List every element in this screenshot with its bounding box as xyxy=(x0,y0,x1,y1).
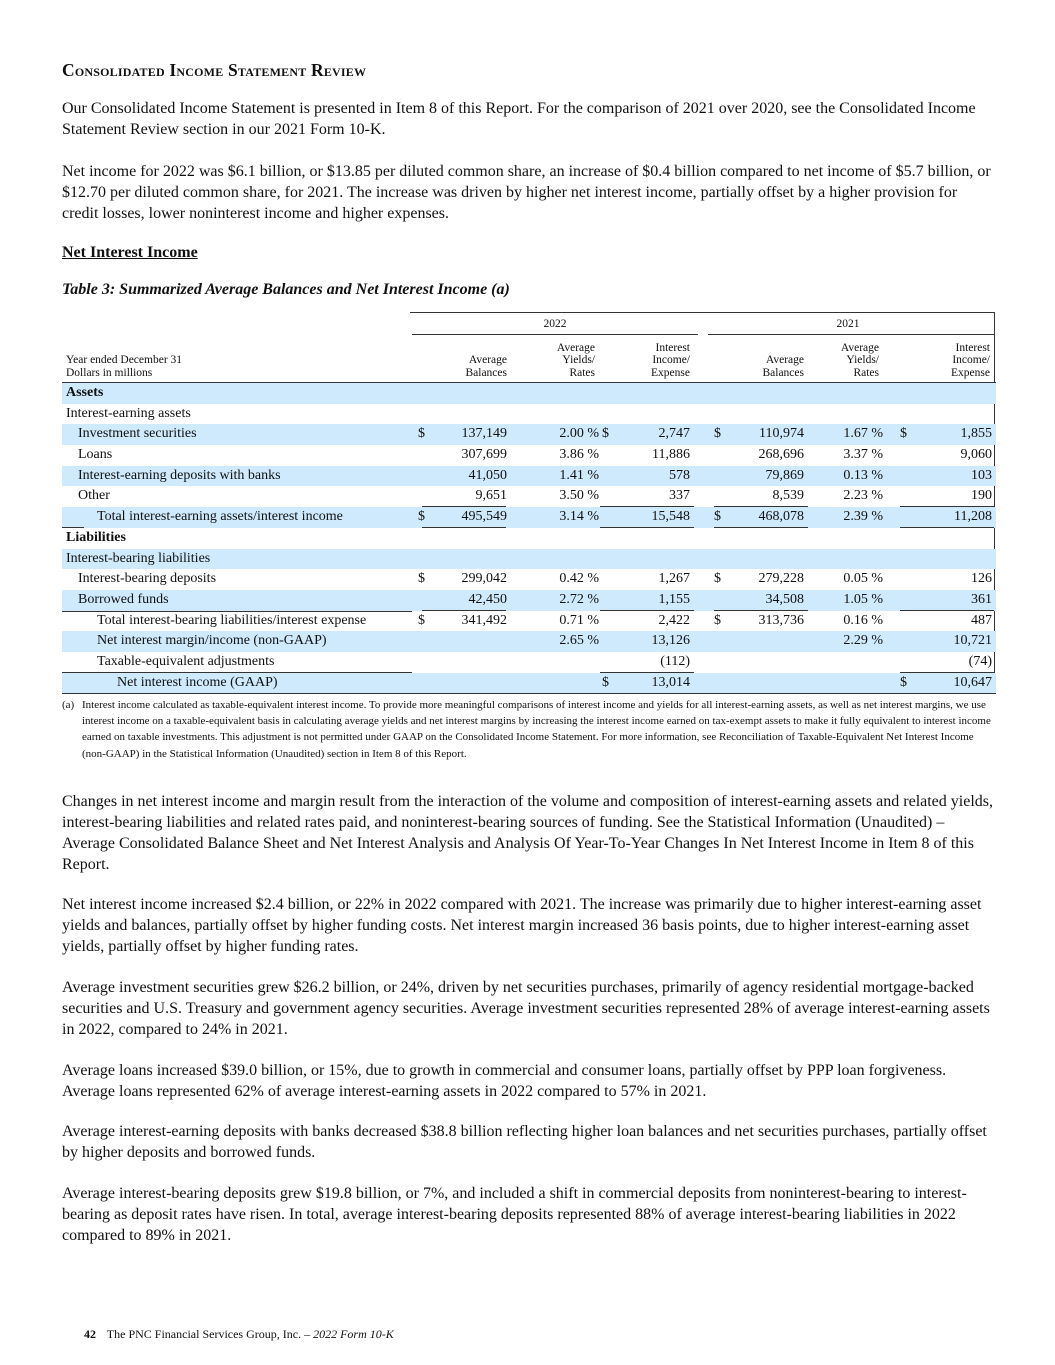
row-label: Interest-bearing liabilities xyxy=(66,550,211,566)
row-label: Borrowed funds xyxy=(78,591,169,607)
cell-e1: 337 xyxy=(669,488,690,504)
cell-b1: 341,492 xyxy=(461,612,507,628)
cell-b2: 268,696 xyxy=(758,447,804,463)
page-number: 42 xyxy=(84,1327,96,1341)
cell-y1: 2.72 % xyxy=(559,591,599,607)
table-header xyxy=(62,312,996,382)
table-row xyxy=(62,611,996,632)
cell-e2: 103 xyxy=(971,467,992,483)
header-label: Year ended December 31 Dollars in millions xyxy=(66,354,183,379)
cell-d2: $ xyxy=(602,426,609,442)
cell-b2: 468,078 xyxy=(758,509,804,525)
cell-b1: 307,699 xyxy=(461,447,507,463)
table-row xyxy=(62,383,996,404)
row-label: Assets xyxy=(66,385,104,400)
cell-d3: $ xyxy=(714,571,721,587)
cell-y2: 1.05 % xyxy=(843,591,883,607)
cell-b1: 9,651 xyxy=(475,488,507,504)
intro-paragraph-2: Net income for 2022 was $6.1 billion, or $13.85 per diluted common share, an increase of $0.4 billion compared to net income of $5.7 billion, or $12.70 per diluted common share, for 2021. The increase was driven by higher net interest income, partially offset by a higher provision for credit losses, lower noninterest income and higher expenses. xyxy=(62,163,991,222)
cell-d2: $ xyxy=(602,674,609,690)
header-interest-2021: Interest Income/ Expense xyxy=(951,341,990,379)
table-row xyxy=(62,528,996,549)
cell-e1: 11,886 xyxy=(652,447,690,463)
cell-e2: 10,647 xyxy=(953,674,992,690)
cell-e2: (74) xyxy=(968,653,992,669)
cell-y2: 0.16 % xyxy=(843,612,883,628)
cell-d1: $ xyxy=(418,571,425,587)
cell-y1: 2.00 % xyxy=(559,426,599,442)
cell-b2: 313,736 xyxy=(758,612,804,628)
row-label: Interest-bearing deposits xyxy=(78,571,217,587)
cell-d4: $ xyxy=(900,426,907,442)
cell-d1: $ xyxy=(418,612,425,628)
cell-y2: 2.29 % xyxy=(843,633,883,649)
cell-e2: 126 xyxy=(971,571,992,587)
row-label: Interest-earning deposits with banks xyxy=(78,467,281,483)
row-label: Taxable-equivalent adjustments xyxy=(97,653,275,669)
row-label: Total interest-earning assets/interest income xyxy=(97,509,343,525)
cell-d4: $ xyxy=(900,674,907,690)
row-label: Net interest margin/income (non-GAAP) xyxy=(97,633,327,649)
header-avg-balances-2021: Average Balances xyxy=(762,354,804,379)
row-label: Net interest income (GAAP) xyxy=(117,674,278,690)
cell-y2: 0.13 % xyxy=(843,467,883,483)
year-2022-label: 2022 xyxy=(543,318,567,330)
cell-b2: 79,869 xyxy=(765,467,804,483)
cell-b1: 42,450 xyxy=(468,591,507,607)
row-label: Total interest-bearing liabilities/interest expense xyxy=(97,612,367,628)
year-2021-label: 2021 xyxy=(836,318,860,330)
body-paragraph-2: Net interest income increased $2.4 billion, or 22% in 2022 compared with 2021. The increase was primarily due to higher interest-earning asset yields and balances, partially offset by higher funding costs. Net interest margin increased 36 basis points, due to higher interest-earning asset yields, partially offset by higher funding rates. xyxy=(62,896,982,955)
body-paragraph-5: Average interest-earning deposits with banks decreased $38.8 billion reflecting higher loan balances and net securities purchases, partially offset by higher deposits and borrowed funds. xyxy=(62,1123,987,1161)
cell-b2: 34,508 xyxy=(765,591,804,607)
row-label: Other xyxy=(78,488,110,504)
row-label: Investment securities xyxy=(78,426,197,442)
cell-y1: 3.50 % xyxy=(559,488,599,504)
footer-form: 2022 Form 10-K xyxy=(313,1327,394,1341)
cell-b1: 41,050 xyxy=(468,467,507,483)
cell-e1: 2,422 xyxy=(658,612,690,628)
header-interest-2022: Interest Income/ Expense xyxy=(651,341,690,379)
body-paragraph-4: Average loans increased $39.0 billion, or 15%, due to growth in commercial and consumer loans, partially offset by PPP loan forgiveness. Average loans represented 62% of average interest-earning assets in 2022 compared to 57% in 2021. xyxy=(62,1062,947,1100)
cell-b1: 137,149 xyxy=(461,426,507,442)
cell-d1: $ xyxy=(418,426,425,442)
cell-e2: 11,208 xyxy=(954,509,992,525)
cell-b2: 279,228 xyxy=(758,571,804,587)
cell-y1: 3.86 % xyxy=(559,447,599,463)
cell-e1: (112) xyxy=(660,653,690,669)
cell-b1: 495,549 xyxy=(461,509,507,525)
cell-y1: 0.71 % xyxy=(559,612,599,628)
cell-e1: 578 xyxy=(669,467,690,483)
table-row xyxy=(62,569,996,590)
cell-y1: 1.41 % xyxy=(559,467,599,483)
cell-y2: 0.05 % xyxy=(843,571,883,587)
cell-e1: 1,267 xyxy=(658,571,690,587)
table-row xyxy=(62,424,996,445)
table-row xyxy=(62,631,996,652)
cell-e2: 9,060 xyxy=(960,447,992,463)
table-row xyxy=(62,486,996,507)
cell-y1: 3.14 % xyxy=(559,509,599,525)
cell-e2: 10,721 xyxy=(953,633,992,649)
header-avg-yields-2022: Average Yields/ Rates xyxy=(556,341,595,379)
row-label: Liabilities xyxy=(66,529,126,545)
subsection-title: Net Interest Income xyxy=(62,244,198,261)
cell-d3: $ xyxy=(714,426,721,442)
cell-e1: 1,155 xyxy=(658,591,690,607)
table-row xyxy=(62,404,996,425)
body-paragraph-1: Changes in net interest income and margin result from the interaction of the volume and composition of interest-earning assets and related yields, interest-bearing liabilities and related rates paid, and noninterest-bearing sources of funding. See the Statistical Information (Unaudited) – Average Consolidated Balance Sheet and Net Interest Analysis and Analysis Of Year-To-Year Changes In Net Interest Income in Item 8 of this Report. xyxy=(62,793,993,873)
table-row xyxy=(62,652,996,673)
cell-e2: 487 xyxy=(971,612,992,628)
cell-d3: $ xyxy=(714,509,721,525)
cell-e1: 2,747 xyxy=(658,426,690,442)
cell-y2: 3.37 % xyxy=(843,447,883,463)
page-footer xyxy=(84,1327,394,1342)
table-title: Table 3: Summarized Average Balances and Net Interest Income (a) xyxy=(62,281,510,298)
cell-y1: 0.42 % xyxy=(559,571,599,587)
cell-y1: 2.65 % xyxy=(559,633,599,649)
cell-y2: 2.23 % xyxy=(843,488,883,504)
table-row xyxy=(62,673,996,694)
cell-y2: 2.39 % xyxy=(843,509,883,525)
cell-e1: 15,548 xyxy=(651,509,690,525)
table-body xyxy=(62,383,996,693)
cell-b2: 8,539 xyxy=(772,488,804,504)
cell-e1: 13,014 xyxy=(651,674,690,690)
row-label: Interest-earning assets xyxy=(66,405,191,421)
table-row xyxy=(62,507,996,528)
net-interest-income-table xyxy=(62,312,996,693)
cell-b2: 110,974 xyxy=(759,426,804,442)
body-paragraph-6: Average interest-bearing deposits grew $19.8 billion, or 7%, and included a shift in commercial deposits from noninterest-bearing to interest-bearing as deposit rates have risen. In total, average interest-bearing deposits represented 88% of average interest-bearing liabilities in 2022 compared to 89% in 2021. xyxy=(62,1185,967,1244)
cell-e2: 1,855 xyxy=(960,426,992,442)
header-avg-balances-2022: Average Balances xyxy=(465,354,507,379)
body-paragraph-3: Average investment securities grew $26.2 billion, or 24%, driven by net securities purchases, primarily of agency residential mortgage-backed securities and U.S. Treasury and government agency securities. Average investment securities represented 28% of average interest-earning assets in 2022, compared to 24% in 2021. xyxy=(62,979,990,1038)
cell-y2: 1.67 % xyxy=(843,426,883,442)
header-avg-yields-2021: Average Yields/ Rates xyxy=(840,341,879,379)
footer-company: The PNC Financial Services Group, Inc. – xyxy=(106,1327,314,1341)
cell-d1: $ xyxy=(418,509,425,525)
table-row xyxy=(62,445,996,466)
cell-e1: 13,126 xyxy=(651,633,690,649)
row-label: Loans xyxy=(78,447,113,463)
cell-b1: 299,042 xyxy=(461,571,507,587)
cell-e2: 190 xyxy=(971,488,992,504)
section-title: Consolidated Income Statement Review xyxy=(62,60,367,80)
table-row xyxy=(62,549,996,570)
intro-paragraph-1: Our Consolidated Income Statement is presented in Item 8 of this Report. For the comparison of 2021 over 2020, see the Consolidated Income Statement Review section in our 2021 Form 10-K. xyxy=(62,100,976,138)
cell-e2: 361 xyxy=(971,591,992,607)
table-row xyxy=(62,466,996,487)
table-row xyxy=(62,590,996,611)
cell-d3: $ xyxy=(714,612,721,628)
